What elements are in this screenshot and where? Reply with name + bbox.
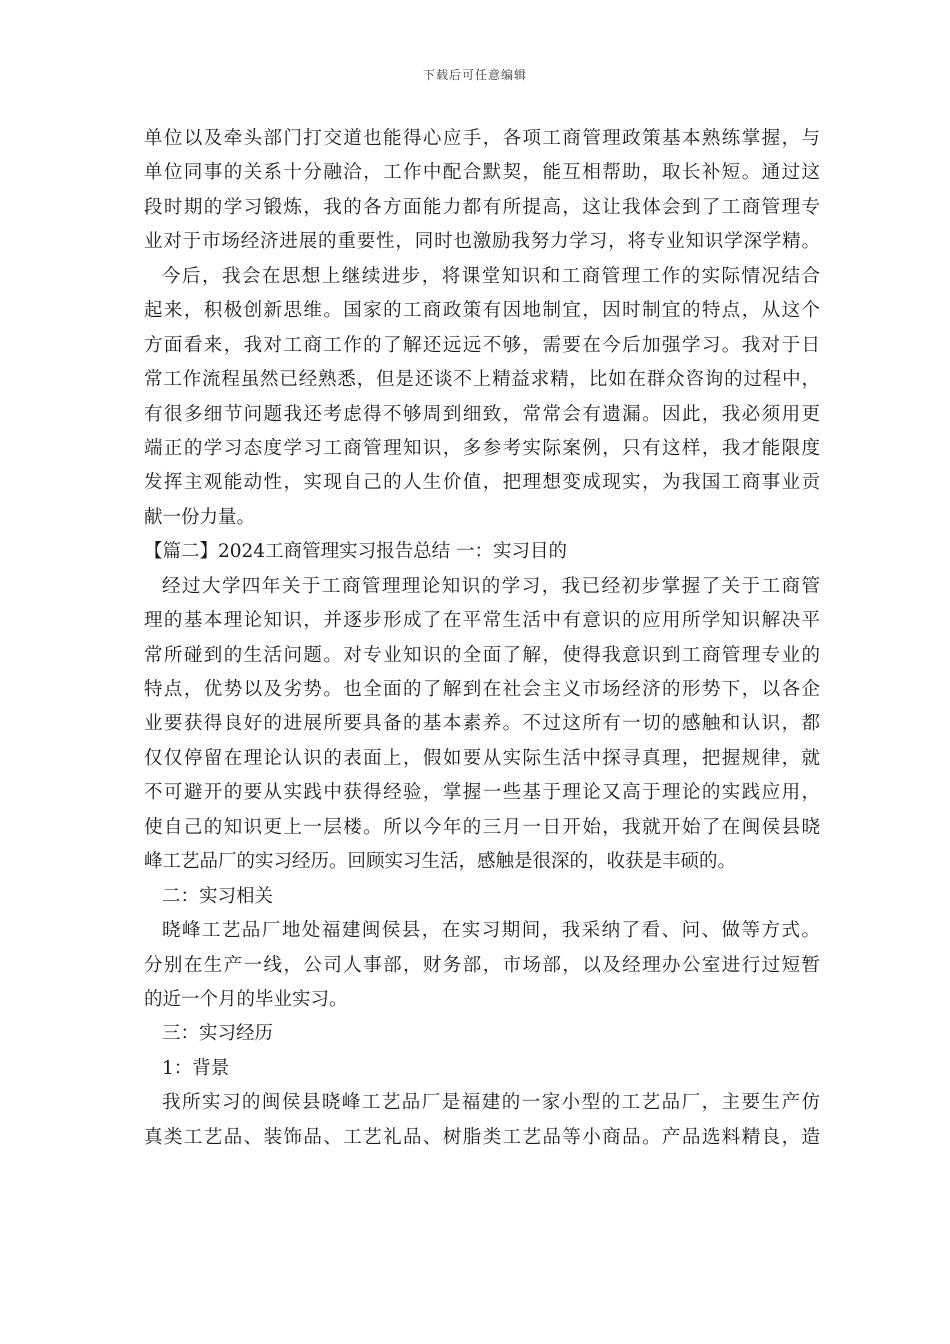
text-line: 常所碰到的生活问题。对专业知识的全面了解，使得我意识到工商管理专业的 — [144, 644, 820, 666]
text-line: 有很多细节问题我还考虑得不够周到细致，常常会有遗漏。因此，我必须用更 — [144, 403, 820, 425]
text-line: 三：实习经历 — [162, 1023, 274, 1045]
text-line: 经过大学四年关于工商管理理论知识的学习，我已经初步掌握了关于工商管 — [162, 575, 820, 597]
text-line: 业对于市场经济进展的重要性，同时也激励我努力学习，将专业知识学深学精。 — [144, 231, 820, 253]
text-line: 分别在生产一线，公司人事部，财务部，市场部，以及经理办公室进行过短暂 — [144, 954, 820, 976]
text-line: 起来，积极创新思维。国家的工商政策有因地制宜，因时制宜的特点，从这个 — [144, 300, 820, 322]
text-line: 单位同事的关系十分融洽，工作中配合默契，能互相帮助，取长补短。通过这 — [144, 162, 820, 184]
text-line: 理的基本理论知识，并逐步形成了在平常生活中有意识的应用所学知识解决平 — [144, 610, 820, 632]
text-line: 献一份力量。 — [144, 506, 256, 528]
text-line: 单位以及牵头部门打交道也能得心应手，各项工商管理政策基本熟练掌握，与 — [144, 128, 820, 149]
text-line: 常工作流程虽然已经熟悉，但是还谈不上精益求精，比如在群众咨询的过程中， — [144, 369, 820, 391]
text-line: 业要获得良好的进展所要具备的基本素养。不过这所有一切的感触和认识，都 — [144, 713, 820, 735]
text-line: 端正的学习态度学习工商管理知识，多参考实际案例，只有这样，我才能限度 — [144, 437, 820, 459]
text-line: 我所实习的闽侯县晓峰工艺品厂是福建的一家小型的工艺品厂，主要生产仿 — [162, 1092, 820, 1114]
text-line: 二：实习相关 — [162, 885, 274, 907]
text-line: 今后，我会在思想上继续进步，将课堂知识和工商管理工作的实际情况结合 — [162, 265, 820, 287]
text-line: 不可避开的要从实践中获得经验，掌握一些基于理论又高于理论的实践应用， — [144, 782, 820, 804]
text-line: 【篇二】2024工商管理实习报告总结 一：实习目的 — [144, 541, 567, 563]
text-line: 方面看来，我对工商工作的了解还远远不够，需要在今后加强学习。我对于日 — [144, 334, 820, 356]
text-line: 发挥主观能动性，实现自己的人生价值，把理想变成现实，为我国工商事业贡 — [144, 472, 820, 494]
text-line: 1：背景 — [162, 1057, 230, 1079]
text-line: 段时期的学习锻炼，我的各方面能力都有所提高，这让我体会到了工商管理专 — [144, 196, 820, 218]
page-header: 下载后可任意编辑 — [422, 68, 527, 82]
text-line: 真类工艺品、装饰品、工艺礼品、树脂类工艺品等小商品。产品选料精良，造 — [144, 1126, 820, 1148]
text-line: 的近一个月的毕业实习。 — [144, 988, 348, 1010]
document-body — [144, 122, 820, 1155]
text-line: 峰工艺品厂的实习经历。回顾实习生活，感触是很深的，收获是丰硕的。 — [144, 851, 737, 873]
text-line: 使自己的知识更上一层楼。所以今年的三月一日开始，我就开始了在闽侯县晓 — [144, 816, 820, 838]
text-line: 特点，优势以及劣势。也全面的了解到在社会主义市场经济的形势下，以各企 — [144, 679, 820, 700]
text-line: 晓峰工艺品厂地处福建闽侯县，在实习期间，我采纳了看、问、做等方式。 — [162, 920, 820, 942]
text-line: 仅仅停留在理论认识的表面上，假如要从实际生活中探寻真理，把握规律，就 — [144, 747, 820, 769]
